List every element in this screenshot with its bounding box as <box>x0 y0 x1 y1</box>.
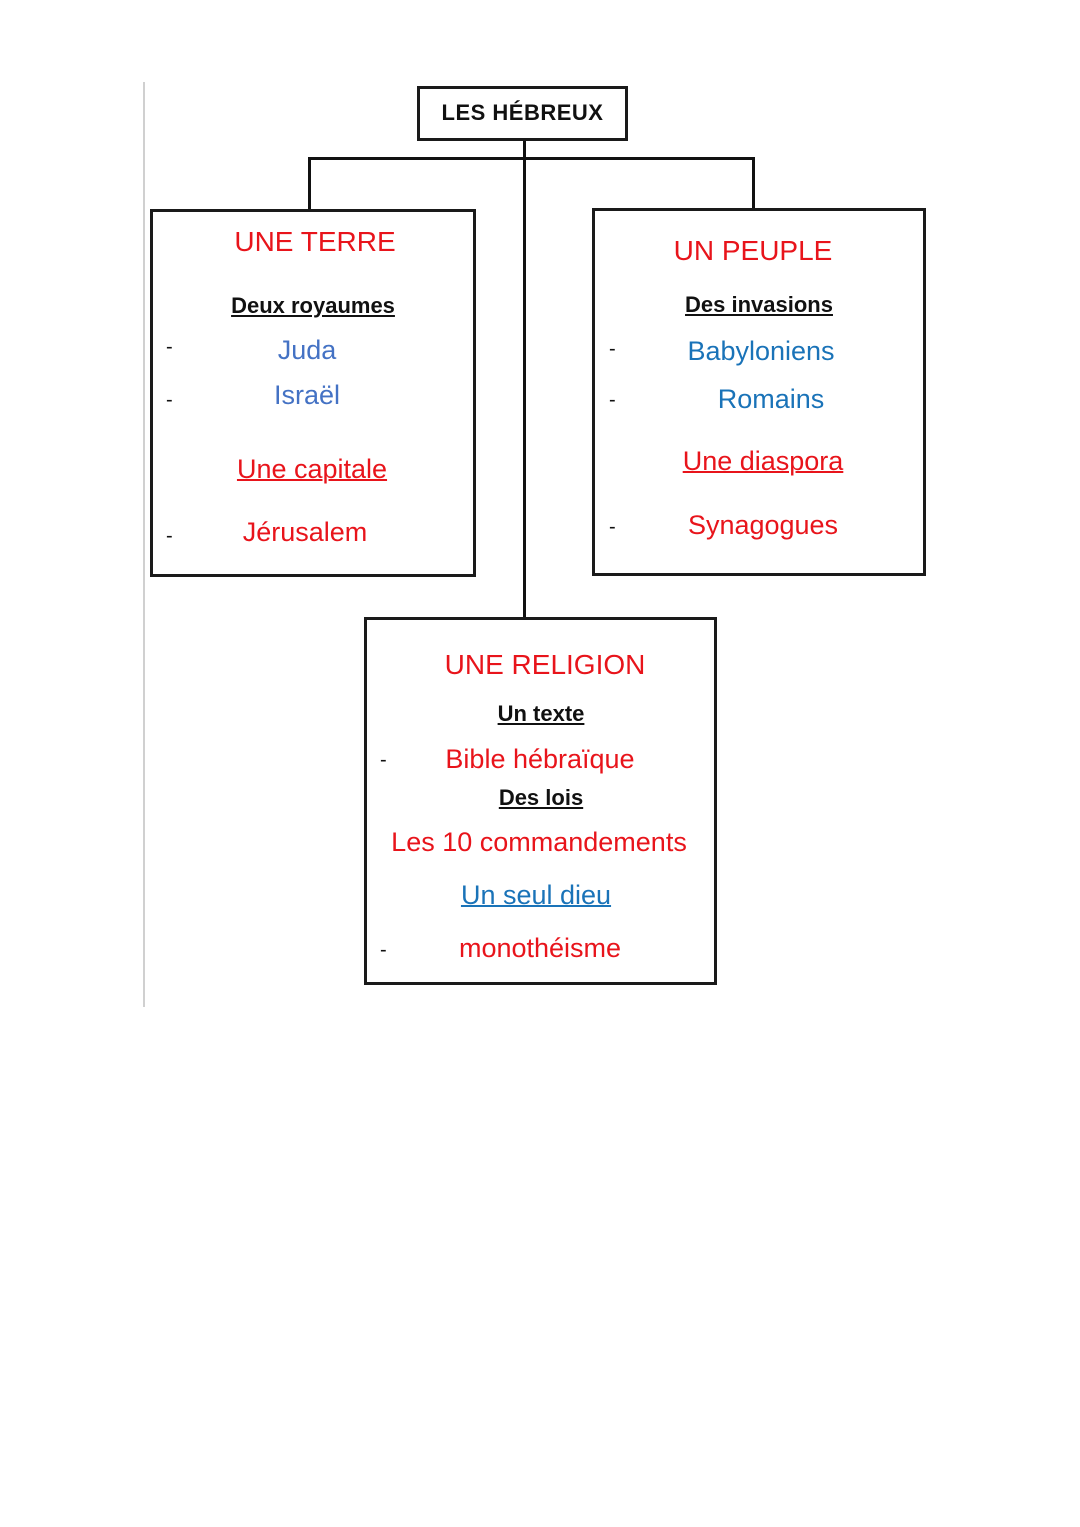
religion-god-heading: Un seul dieu <box>460 880 612 910</box>
bullet-dash: - <box>166 525 173 547</box>
terre-subheading: Deux royaumes <box>231 293 395 318</box>
connector-left-drop <box>308 157 311 210</box>
peuple-title: UN PEUPLE <box>673 235 833 266</box>
connector-horizontal <box>308 157 755 160</box>
terre-capital: Jérusalem <box>242 517 368 547</box>
bullet-dash: - <box>380 749 387 771</box>
bullet-dash: - <box>380 939 387 961</box>
peuple-diaspora-item: Synagogues <box>687 510 839 540</box>
root-node <box>417 86 628 141</box>
bullet-dash: - <box>166 336 173 358</box>
root-title: LES HÉBREUX <box>441 100 604 125</box>
bullet-dash: - <box>609 516 616 538</box>
terre-title: UNE TERRE <box>234 226 396 257</box>
bullet-dash: - <box>166 389 173 411</box>
bullet-dash: - <box>609 389 616 411</box>
religion-laws-heading: Des lois <box>498 785 584 810</box>
peuple-diaspora-heading: Une diaspora <box>682 446 844 476</box>
religion-title: UNE RELIGION <box>444 649 646 680</box>
peuple-item-babyloniens: Babyloniens <box>687 336 835 366</box>
religion-laws-item: Les 10 commandements <box>391 827 687 857</box>
terre-capital-heading: Une capitale <box>236 454 388 484</box>
peuple-subheading: Des invasions <box>685 292 833 317</box>
terre-item-israel: Israël <box>273 380 341 410</box>
religion-text-item: Bible hébraïque <box>445 744 635 774</box>
religion-text-heading: Un texte <box>497 701 585 726</box>
religion-god-item: monothéisme <box>458 933 622 963</box>
connector-right-drop <box>752 157 755 209</box>
terre-item-juda: Juda <box>277 335 337 365</box>
page-margin-line <box>143 82 145 1007</box>
bullet-dash: - <box>609 338 616 360</box>
peuple-item-romains: Romains <box>717 384 825 414</box>
connector-center-trunk <box>523 140 526 619</box>
